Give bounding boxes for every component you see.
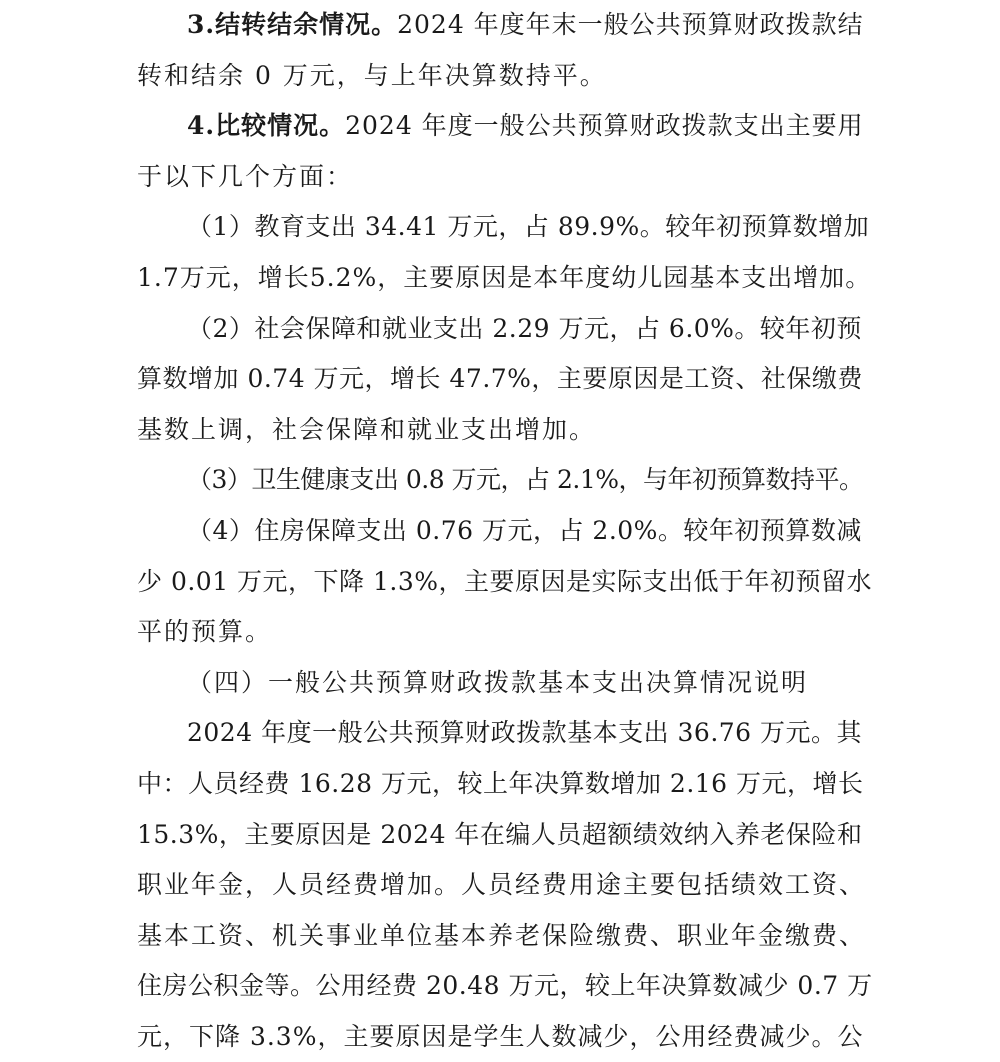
text-line: 职业年金，人员经费增加。人员经费用途主要包括绩效工资、 [137,870,867,900]
text-line: （1）教育支出 34.41 万元，占 89.9%。较年初预算数增加 [187,212,870,242]
text-line: 平的预算。 [137,617,273,647]
text-line: 基本工资、机关事业单位基本养老保险缴费、职业年金缴费、 [137,920,867,950]
text-line: 2024 年度一般公共预算财政拨款基本支出 36.76 万元。其 [187,718,863,748]
text-line: 基数上调，社会保障和就业支出增加。 [137,414,597,444]
text-line: 中：人员经费 16.28 万元，较上年决算数增加 2.16 万元，增长 [137,768,864,798]
text-line: 2024 年度年末一般公共预算财政拨款结 [397,10,864,39]
paragraph-carryover-balance [137,0,877,101]
text-line: 15.3%，主要原因是 2024 年在编人员超额绩效纳入养老保险和 [137,819,863,849]
text-line: 少 0.01 万元，下降 1.3%，主要原因是实际支出低于年初预留水 [137,566,873,596]
paragraph-lead: 3.结转结余情况。 [187,10,398,39]
paragraph-social-security [137,304,877,456]
paragraph-housing [137,506,877,658]
text-line: （4）住房保障支出 0.76 万元，占 2.0%。较年初预算数减 [187,515,862,545]
text-line: （四）一般公共预算财政拨款基本支出决算情况说明 [187,667,809,697]
text-line: （3）卫生健康支出 0.8 万元，占 2.1%，与年初预算数持平。 [187,465,864,495]
text-line: 转和结余 0 万元，与上年决算数持平。 [137,60,607,90]
paragraph-comparison [137,101,877,202]
paragraph-health [137,455,877,506]
text-line: （2）社会保障和就业支出 2.29 万元，占 6.0%。较年初预 [187,313,862,343]
text-line: 算数增加 0.74 万元，增长 47.7%，主要原因是工资、社保缴费 [137,364,863,394]
text-line: 2024 年度一般公共预算财政拨款支出主要用 [345,111,864,141]
text-line: 元，下降 3.3%，主要原因是学生人数减少，公用经费减少。公 [137,1021,864,1051]
text-line: 住房公积金等。公用经费 20.48 万元，较上年决算数减少 0.7 万 [137,971,873,1001]
paragraph-education [137,202,877,303]
section-heading-basic-expenditure [137,658,877,709]
document-page [137,0,877,1062]
paragraph-basic-expenditure [137,708,877,1062]
text-line: 于以下几个方面： [137,161,354,191]
text-line: 1.7万元，增长5.2%，主要原因是本年度幼儿园基本支出增加。 [137,262,872,292]
paragraph-lead: 4.比较情况。 [187,111,346,141]
